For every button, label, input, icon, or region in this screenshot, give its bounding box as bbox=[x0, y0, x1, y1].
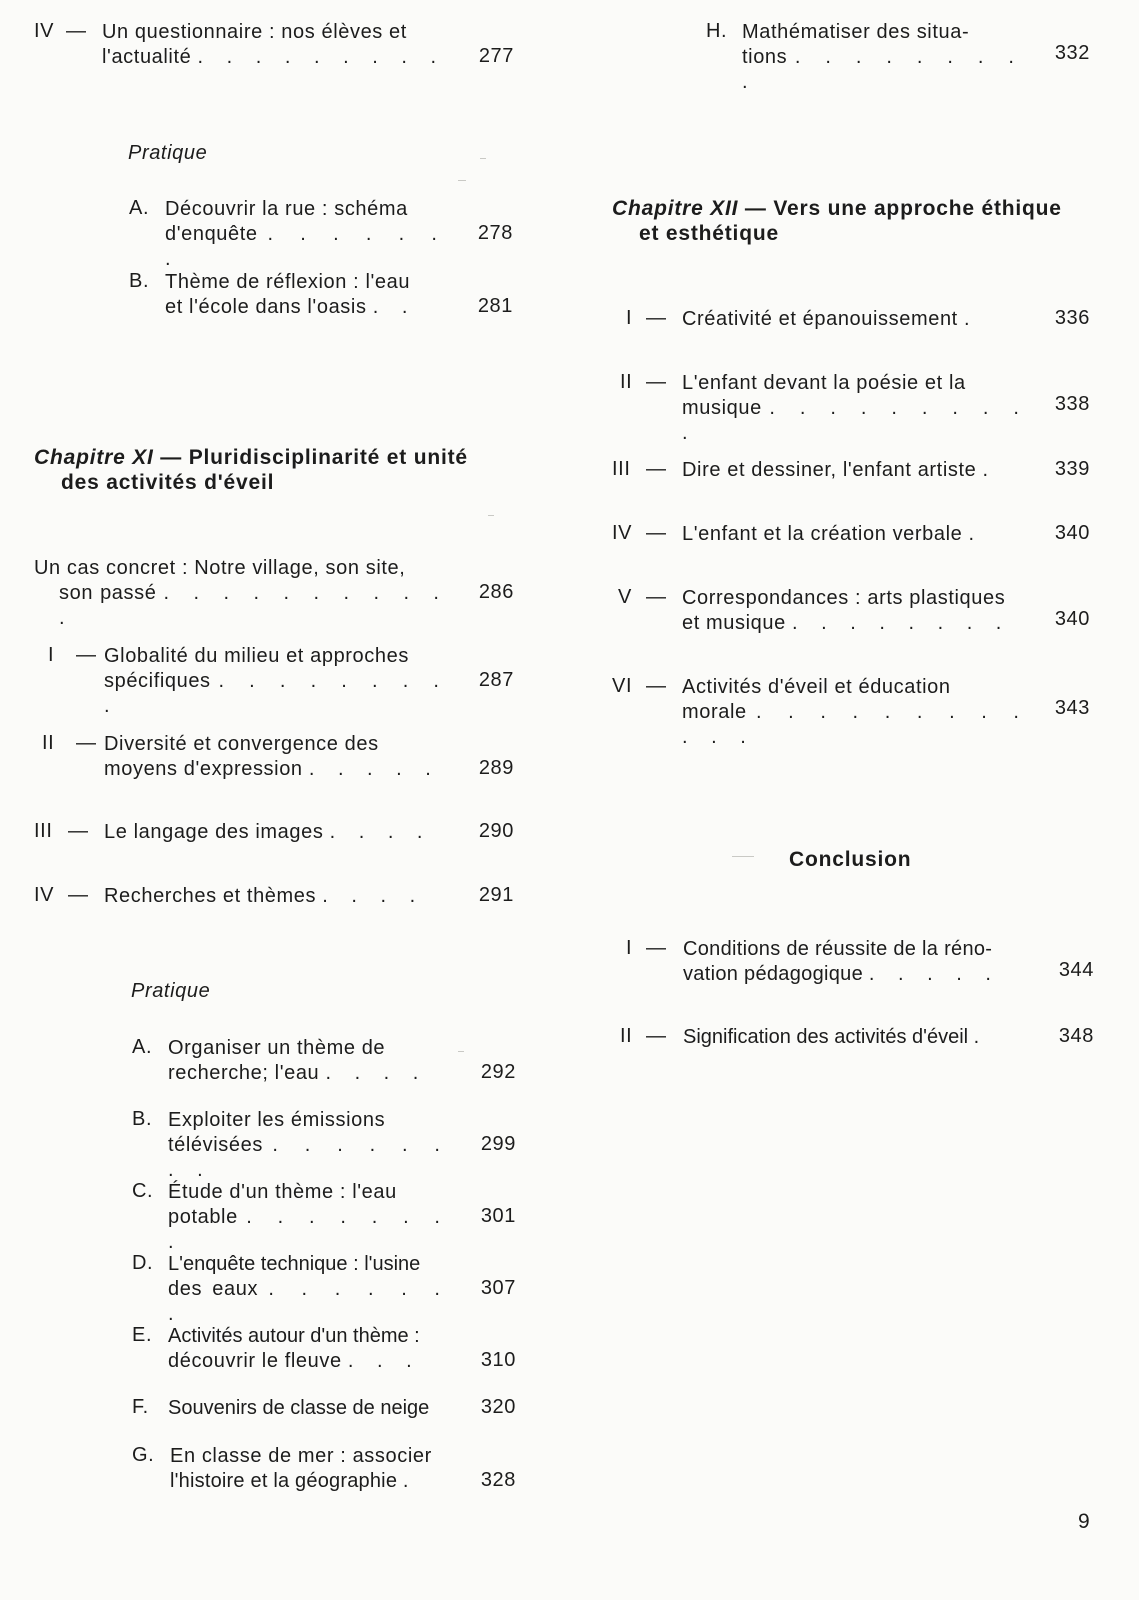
entry-title-line1: Activités d'éveil et éducation bbox=[682, 676, 951, 698]
leader-dots: . . bbox=[372, 296, 417, 318]
entry-title-line2: et musique bbox=[682, 612, 786, 634]
scan-speck bbox=[480, 158, 486, 159]
entry-title-line2: et l'école dans l'oasis bbox=[165, 296, 367, 318]
toc-entry bbox=[34, 20, 514, 70]
toc-entry bbox=[34, 820, 514, 846]
entry-title-line2: son passé bbox=[59, 582, 157, 604]
entry-title-line1: Créativité et épanouissement bbox=[682, 308, 958, 330]
entry-dash: — bbox=[646, 586, 667, 608]
entry-title-line1: L'enfant et la création verbale bbox=[682, 523, 963, 545]
entry-title-line2: découvrir le fleuve bbox=[168, 1350, 342, 1372]
entry-title-line2: télévisées bbox=[168, 1134, 263, 1156]
leader-dots: . bbox=[973, 1026, 989, 1048]
entry-letter: B. bbox=[129, 270, 150, 292]
page-ref: 290 bbox=[478, 820, 514, 842]
toc-entry bbox=[612, 586, 1090, 636]
entry-letter: D. bbox=[132, 1252, 154, 1274]
entry-dash: — bbox=[76, 644, 97, 666]
page-ref: 301 bbox=[480, 1205, 516, 1227]
leader-dots: . . . . bbox=[329, 821, 432, 843]
entry-title-line2: vation pédagogique bbox=[683, 963, 863, 985]
scan-speck bbox=[488, 515, 494, 516]
toc-entry bbox=[132, 1108, 516, 1181]
entry-number: II bbox=[620, 371, 633, 393]
toc-entry bbox=[612, 937, 1094, 987]
page-ref: 307 bbox=[480, 1277, 516, 1299]
chapter-number: Chapitre XII bbox=[612, 197, 739, 220]
leader-dots: . . . . . . . . . . bbox=[682, 397, 1028, 444]
chapter-number: Chapitre XI bbox=[34, 446, 154, 469]
page-ref: 339 bbox=[1054, 458, 1090, 480]
entry-title-line1: Organiser un thème de bbox=[168, 1037, 386, 1059]
entry-title-line1: L'enfant devant la poésie et la bbox=[682, 372, 966, 394]
leader-dots: . bbox=[964, 308, 979, 330]
leader-dots: . bbox=[982, 459, 998, 481]
entry-title-line1: Diversité et convergence des bbox=[104, 733, 379, 755]
leader-dots: . . . . . . . bbox=[168, 1278, 449, 1325]
entry-letter: A. bbox=[132, 1036, 153, 1058]
toc-entry bbox=[129, 197, 513, 270]
entry-title-line2: spécifiques bbox=[104, 670, 211, 692]
entry-title-line1: Thème de réflexion : l'eau bbox=[165, 271, 411, 293]
entry-number: V bbox=[618, 586, 632, 608]
entry-title-line1: Découvrir la rue : schéma bbox=[165, 198, 408, 220]
entry-title-line1: Globalité du milieu et approches bbox=[104, 645, 409, 667]
toc-entry bbox=[34, 732, 514, 782]
toc-entry bbox=[34, 644, 514, 717]
entry-number: III bbox=[34, 820, 53, 842]
leader-dots: . . . . . bbox=[868, 963, 1000, 985]
entry-number: I bbox=[48, 644, 55, 666]
entry-dash: — bbox=[68, 820, 89, 842]
entry-title-line2: l'actualité bbox=[102, 46, 192, 68]
page-ref: 299 bbox=[480, 1133, 516, 1155]
toc-entry bbox=[132, 1396, 516, 1422]
toc-entry bbox=[34, 884, 514, 910]
entry-dash: — bbox=[646, 371, 667, 393]
chapter-title-line2: et esthétique bbox=[639, 222, 779, 245]
chapter-title-line1: Pluridisciplinarité et unité bbox=[188, 446, 468, 469]
leader-dots: . . . . . . . . . bbox=[742, 46, 1023, 93]
toc-entry bbox=[612, 675, 1090, 748]
entry-title-line1: Un questionnaire : nos élèves et bbox=[102, 21, 407, 43]
page-ref: 277 bbox=[478, 45, 514, 67]
entry-title-line1: Conditions de réussite de la réno- bbox=[683, 938, 993, 960]
entry-number: II bbox=[42, 732, 55, 754]
page-ref: 310 bbox=[480, 1349, 516, 1371]
entry-letter: A. bbox=[129, 197, 150, 219]
entry-number: IV bbox=[34, 20, 55, 42]
page-ref: 287 bbox=[478, 669, 514, 691]
leader-dots: . . . . bbox=[322, 885, 425, 907]
page-ref: 291 bbox=[478, 884, 514, 906]
leader-dots: . . . . . . . . . bbox=[197, 46, 445, 68]
chapter-heading bbox=[34, 445, 524, 495]
entry-title-line1: Le langage des images bbox=[104, 821, 324, 843]
toc-entry bbox=[129, 270, 513, 320]
toc-entry bbox=[132, 1180, 516, 1253]
entry-title-line2: tions bbox=[742, 46, 788, 68]
entry-dash: — bbox=[646, 937, 667, 959]
entry-dash: — bbox=[646, 1025, 667, 1047]
entry-title-line2: recherche; l'eau bbox=[168, 1062, 320, 1084]
leader-dots: . bbox=[402, 1470, 418, 1492]
leader-dots: . . . . . . . bbox=[165, 223, 446, 270]
page-ref: 292 bbox=[480, 1061, 516, 1083]
entry-letter: B. bbox=[132, 1108, 153, 1130]
leader-dots: . . . . . . . . . bbox=[104, 670, 448, 717]
page-ref: 338 bbox=[1054, 393, 1090, 415]
entry-title-line2: des eaux bbox=[168, 1278, 259, 1300]
entry-letter: E. bbox=[132, 1324, 153, 1346]
entry-title-line1: Recherches et thèmes bbox=[104, 885, 317, 907]
page-ref: 289 bbox=[478, 757, 514, 779]
entry-title-line1: Étude d'un thème : l'eau bbox=[168, 1181, 397, 1203]
leader-dots: . . . . . . . . . . . . bbox=[682, 701, 1028, 748]
entry-title-line1: L'enquête technique : l'usine bbox=[168, 1253, 421, 1275]
toc-entry bbox=[34, 556, 514, 629]
entry-dash: — bbox=[646, 307, 667, 329]
toc-entry bbox=[612, 522, 1090, 548]
scan-speck bbox=[458, 1051, 464, 1052]
toc-entry bbox=[132, 1324, 516, 1374]
entry-title-line2: potable bbox=[168, 1206, 238, 1228]
page-ref: 336 bbox=[1054, 307, 1090, 329]
entry-number: I bbox=[626, 307, 633, 329]
toc-entry bbox=[612, 307, 1090, 333]
entry-title-line2: d'enquête bbox=[165, 223, 258, 245]
entry-title-line2: musique bbox=[682, 397, 762, 419]
entry-title-line2: morale bbox=[682, 701, 747, 723]
entry-title-line1: Un cas concret : Notre village, son site, bbox=[34, 557, 406, 579]
entry-title-line1: Signification des activités d'éveil bbox=[683, 1026, 969, 1048]
chapter-heading bbox=[612, 196, 1112, 246]
page-ref: 286 bbox=[478, 581, 514, 603]
entry-dash: — bbox=[646, 522, 667, 544]
entry-title-line1: Mathématiser des situa- bbox=[742, 21, 970, 43]
page-ref: 320 bbox=[480, 1396, 516, 1418]
entry-title-line1: Activités autour d'un thème : bbox=[168, 1325, 420, 1347]
entry-dash: — bbox=[646, 675, 667, 697]
page-ref: 328 bbox=[480, 1469, 516, 1491]
entry-title-line1: En classe de mer : associer bbox=[170, 1445, 432, 1467]
leader-dots: . . . bbox=[347, 1350, 421, 1372]
page-ref: 278 bbox=[477, 222, 513, 244]
page-ref: 344 bbox=[1058, 959, 1094, 981]
conclusion-heading: Conclusion bbox=[789, 848, 912, 871]
entry-number: I bbox=[626, 937, 633, 959]
leader-dots: . bbox=[968, 523, 984, 545]
entry-title-line1: Dire et dessiner, l'enfant artiste bbox=[682, 459, 977, 481]
entry-dash: — bbox=[76, 732, 97, 754]
scan-speck bbox=[732, 856, 754, 857]
leader-dots: . . . . . . . . bbox=[168, 1134, 449, 1181]
toc-entry bbox=[706, 20, 1090, 93]
toc-entry bbox=[132, 1444, 516, 1494]
entry-title-line1: Correspondances : arts plastiques bbox=[682, 587, 1006, 609]
entry-title-line2: moyens d'expression bbox=[104, 758, 303, 780]
pratique-label: Pratique bbox=[131, 980, 211, 1002]
leader-dots: . . . . bbox=[325, 1062, 428, 1084]
toc-entry bbox=[612, 1025, 1094, 1051]
entry-letter: F. bbox=[132, 1396, 149, 1418]
leader-dots: . . . . . . . . bbox=[168, 1206, 449, 1253]
leader-dots: . . . . . bbox=[308, 758, 440, 780]
toc-entry bbox=[132, 1036, 516, 1086]
entry-number: VI bbox=[612, 675, 633, 697]
chapter-dash: — bbox=[738, 197, 774, 220]
entry-letter: H. bbox=[706, 20, 728, 42]
entry-number: III bbox=[612, 458, 631, 480]
page-ref: 332 bbox=[1054, 42, 1090, 64]
entry-number: II bbox=[620, 1025, 633, 1047]
chapter-title-line1: Vers une approche éthique bbox=[773, 197, 1062, 220]
entry-title-line1: Souvenirs de classe de neige bbox=[168, 1397, 430, 1419]
entry-dash: — bbox=[646, 458, 667, 480]
toc-entry bbox=[132, 1252, 516, 1325]
entry-number: IV bbox=[34, 884, 55, 906]
entry-letter: C. bbox=[132, 1180, 154, 1202]
page-ref: 343 bbox=[1054, 697, 1090, 719]
entry-title-line2: l'histoire et la géographie bbox=[170, 1470, 398, 1492]
toc-entry bbox=[612, 371, 1090, 444]
entry-dash: — bbox=[68, 884, 89, 906]
entry-number: IV bbox=[612, 522, 633, 544]
entry-title-line1: Exploiter les émissions bbox=[168, 1109, 386, 1131]
leader-dots: . . . . . . . . . . . bbox=[59, 582, 448, 629]
page-ref: 340 bbox=[1054, 608, 1090, 630]
chapter-title-line2: des activités d'éveil bbox=[61, 471, 275, 494]
entry-letter: G. bbox=[132, 1444, 155, 1466]
chapter-dash: — bbox=[153, 446, 189, 469]
page-ref: 348 bbox=[1058, 1025, 1094, 1047]
toc-entry bbox=[612, 458, 1090, 484]
leader-dots: . . . . . . . . bbox=[792, 612, 1011, 634]
page-ref: 281 bbox=[477, 295, 513, 317]
page-number: 9 bbox=[1078, 1510, 1091, 1533]
pratique-label: Pratique bbox=[128, 142, 208, 164]
entry-dash: — bbox=[66, 20, 87, 42]
scan-speck bbox=[458, 180, 466, 181]
page-ref: 340 bbox=[1054, 522, 1090, 544]
